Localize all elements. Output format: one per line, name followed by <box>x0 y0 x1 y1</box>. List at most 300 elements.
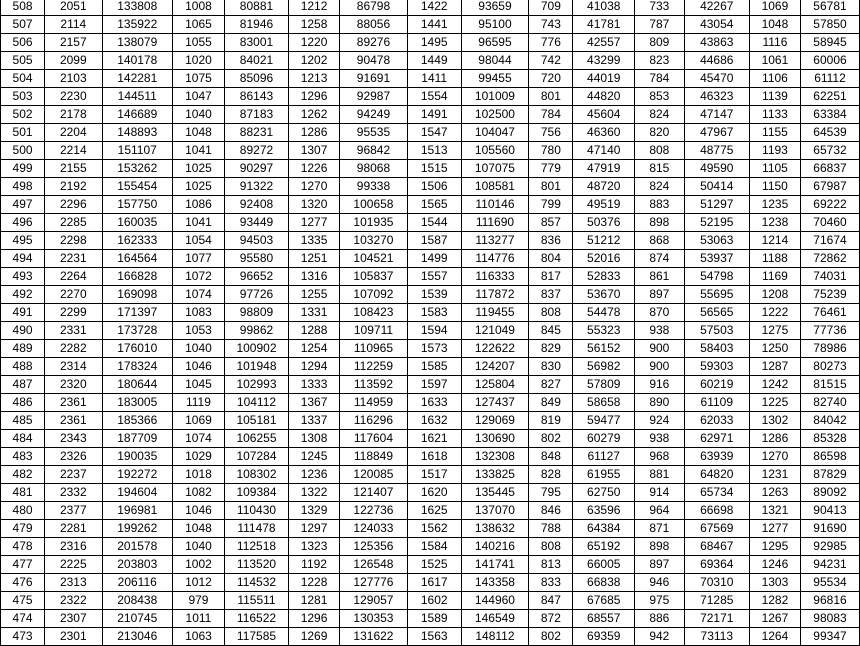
table-cell: 42557 <box>573 34 635 52</box>
table-cell: 473 <box>1 628 45 646</box>
table-cell: 1277 <box>749 520 800 538</box>
table-row <box>1 502 860 520</box>
table-cell: 99455 <box>461 70 529 88</box>
table-cell: 1045 <box>172 376 224 394</box>
table-cell: 483 <box>1 448 45 466</box>
table-cell: 71674 <box>800 232 859 250</box>
table-cell: 70460 <box>800 214 859 232</box>
table-cell: 57503 <box>684 322 749 340</box>
table-cell: 1294 <box>289 358 340 376</box>
table-cell: 101948 <box>224 358 288 376</box>
table-cell: 105181 <box>224 412 288 430</box>
table-cell: 117585 <box>224 628 288 646</box>
table-cell: 808 <box>529 304 573 322</box>
table-cell: 1046 <box>172 502 224 520</box>
table-cell: 900 <box>635 340 685 358</box>
table-cell: 849 <box>529 394 573 412</box>
table-cell: 881 <box>635 466 685 484</box>
table-cell: 88231 <box>224 124 288 142</box>
table-cell: 65732 <box>800 142 859 160</box>
table-cell: 484 <box>1 430 45 448</box>
table-cell: 138632 <box>461 520 529 538</box>
table-cell: 1047 <box>172 88 224 106</box>
table-cell: 92987 <box>340 88 408 106</box>
table-cell: 488 <box>1 358 45 376</box>
table-cell: 64539 <box>800 124 859 142</box>
table-cell: 1116 <box>749 34 800 52</box>
table-cell: 97726 <box>224 286 288 304</box>
table-cell: 493 <box>1 268 45 286</box>
table-row <box>1 610 860 628</box>
table-cell: 1083 <box>172 304 224 322</box>
table-cell: 44019 <box>573 70 635 88</box>
table-cell: 1041 <box>172 142 224 160</box>
table-cell: 146549 <box>461 610 529 628</box>
table-cell: 1333 <box>289 376 340 394</box>
table-cell: 1491 <box>407 106 461 124</box>
table-cell: 492 <box>1 286 45 304</box>
table-cell: 1584 <box>407 538 461 556</box>
table-cell: 809 <box>635 34 685 52</box>
table-cell: 66837 <box>800 160 859 178</box>
table-cell: 1246 <box>749 556 800 574</box>
table-cell: 1329 <box>289 502 340 520</box>
table-cell: 47147 <box>684 106 749 124</box>
table-row <box>1 0 860 16</box>
table-cell: 180644 <box>102 376 172 394</box>
table-cell: 1597 <box>407 376 461 394</box>
table-cell: 2299 <box>45 304 102 322</box>
table-cell: 116522 <box>224 610 288 628</box>
table-cell: 153262 <box>102 160 172 178</box>
table-cell: 1074 <box>172 286 224 304</box>
table-cell: 86143 <box>224 88 288 106</box>
table-cell: 151107 <box>102 142 172 160</box>
table-cell: 91691 <box>340 70 408 88</box>
table-cell: 116333 <box>461 268 529 286</box>
table-cell: 1621 <box>407 430 461 448</box>
table-cell: 1277 <box>289 214 340 232</box>
table-cell: 190035 <box>102 448 172 466</box>
table-cell: 64820 <box>684 466 749 484</box>
table-cell: 914 <box>635 484 685 502</box>
table-cell: 496 <box>1 214 45 232</box>
table-cell: 208438 <box>102 592 172 610</box>
table-cell: 142281 <box>102 70 172 88</box>
table-cell: 47967 <box>684 124 749 142</box>
table-body <box>1 0 860 646</box>
table-cell: 1287 <box>749 358 800 376</box>
table-cell: 916 <box>635 376 685 394</box>
table-cell: 2157 <box>45 34 102 52</box>
table-cell: 720 <box>529 70 573 88</box>
table-cell: 166828 <box>102 268 172 286</box>
table-cell: 52016 <box>573 250 635 268</box>
table-cell: 93659 <box>461 0 529 16</box>
table-cell: 57809 <box>573 376 635 394</box>
table-cell: 1048 <box>749 16 800 34</box>
table-cell: 92985 <box>800 538 859 556</box>
table-cell: 898 <box>635 214 685 232</box>
table-cell: 187709 <box>102 430 172 448</box>
table-cell: 1040 <box>172 106 224 124</box>
table-cell: 900 <box>635 358 685 376</box>
table-cell: 108581 <box>461 178 529 196</box>
table-cell: 1495 <box>407 34 461 52</box>
table-cell: 62750 <box>573 484 635 502</box>
table-cell: 68467 <box>684 538 749 556</box>
table-cell: 51212 <box>573 232 635 250</box>
table-cell: 192272 <box>102 466 172 484</box>
table-cell: 94231 <box>800 556 859 574</box>
table-cell: 95100 <box>461 16 529 34</box>
table-cell: 93449 <box>224 214 288 232</box>
table-cell: 2332 <box>45 484 102 502</box>
table-cell: 2178 <box>45 106 102 124</box>
table-cell: 502 <box>1 106 45 124</box>
table-cell: 56982 <box>573 358 635 376</box>
table-cell: 474 <box>1 610 45 628</box>
table-cell: 1231 <box>749 466 800 484</box>
table-cell: 1303 <box>749 574 800 592</box>
table-cell: 2051 <box>45 0 102 16</box>
table-cell: 1250 <box>749 340 800 358</box>
table-cell: 2343 <box>45 430 102 448</box>
table-cell: 140178 <box>102 52 172 70</box>
table-cell: 868 <box>635 232 685 250</box>
table-cell: 1119 <box>172 394 224 412</box>
table-cell: 508 <box>1 0 45 16</box>
table-cell: 1269 <box>289 628 340 646</box>
table-cell: 709 <box>529 0 573 16</box>
table-cell: 47919 <box>573 160 635 178</box>
table-cell: 2237 <box>45 466 102 484</box>
table-cell: 114959 <box>340 394 408 412</box>
table-cell: 819 <box>529 412 573 430</box>
table-cell: 830 <box>529 358 573 376</box>
table-cell: 63939 <box>684 448 749 466</box>
table-cell: 69364 <box>684 556 749 574</box>
table-cell: 1069 <box>749 0 800 16</box>
table-cell: 98068 <box>340 160 408 178</box>
table-cell: 1625 <box>407 502 461 520</box>
table-cell: 779 <box>529 160 573 178</box>
table-cell: 2231 <box>45 250 102 268</box>
table-cell: 1602 <box>407 592 461 610</box>
table-cell: 1562 <box>407 520 461 538</box>
table-cell: 43863 <box>684 34 749 52</box>
table-cell: 114776 <box>461 250 529 268</box>
table-cell: 100658 <box>340 196 408 214</box>
table-cell: 1222 <box>749 304 800 322</box>
table-cell: 2225 <box>45 556 102 574</box>
table-cell: 1236 <box>289 466 340 484</box>
table-cell: 60219 <box>684 376 749 394</box>
table-cell: 924 <box>635 412 685 430</box>
table-cell: 126548 <box>340 556 408 574</box>
table-row <box>1 592 860 610</box>
table-cell: 72862 <box>800 250 859 268</box>
table-cell: 101935 <box>340 214 408 232</box>
table-cell: 64384 <box>573 520 635 538</box>
table-cell: 1086 <box>172 196 224 214</box>
table-cell: 2301 <box>45 628 102 646</box>
table-cell: 2264 <box>45 268 102 286</box>
table-cell: 124033 <box>340 520 408 538</box>
table-cell: 105560 <box>461 142 529 160</box>
table-cell: 845 <box>529 322 573 340</box>
table-cell: 53063 <box>684 232 749 250</box>
table-cell: 138079 <box>102 34 172 52</box>
table-cell: 788 <box>529 520 573 538</box>
table-cell: 1620 <box>407 484 461 502</box>
table-cell: 130353 <box>340 610 408 628</box>
table-cell: 60279 <box>573 430 635 448</box>
table-cell: 71285 <box>684 592 749 610</box>
table-cell: 481 <box>1 484 45 502</box>
table-cell: 1307 <box>289 142 340 160</box>
table-cell: 117872 <box>461 286 529 304</box>
table-cell: 733 <box>635 0 685 16</box>
table-cell: 194604 <box>102 484 172 502</box>
table-cell: 84021 <box>224 52 288 70</box>
table-cell: 480 <box>1 502 45 520</box>
table-cell: 137070 <box>461 502 529 520</box>
table-cell: 2361 <box>45 394 102 412</box>
table-cell: 66005 <box>573 556 635 574</box>
table-cell: 196981 <box>102 502 172 520</box>
table-cell: 61127 <box>573 448 635 466</box>
table-cell: 62971 <box>684 430 749 448</box>
table-cell: 2326 <box>45 448 102 466</box>
table-cell: 135445 <box>461 484 529 502</box>
table-cell: 74031 <box>800 268 859 286</box>
table-cell: 77736 <box>800 322 859 340</box>
table-cell: 1264 <box>749 628 800 646</box>
table-cell: 45470 <box>684 70 749 88</box>
table-cell: 1065 <box>172 16 224 34</box>
table-cell: 1055 <box>172 34 224 52</box>
table-cell: 78986 <box>800 340 859 358</box>
table-cell: 1220 <box>289 34 340 52</box>
table-cell: 1499 <box>407 250 461 268</box>
table-cell: 1011 <box>172 610 224 628</box>
table-cell: 2192 <box>45 178 102 196</box>
table-cell: 489 <box>1 340 45 358</box>
table-cell: 2285 <box>45 214 102 232</box>
table-cell: 144960 <box>461 592 529 610</box>
table-cell: 63384 <box>800 106 859 124</box>
table-cell: 72171 <box>684 610 749 628</box>
table-cell: 1282 <box>749 592 800 610</box>
table-cell: 2322 <box>45 592 102 610</box>
table-cell: 85096 <box>224 70 288 88</box>
table-cell: 848 <box>529 448 573 466</box>
table-cell: 55323 <box>573 322 635 340</box>
table-row <box>1 286 860 304</box>
table-cell: 105837 <box>340 268 408 286</box>
table-cell: 1525 <box>407 556 461 574</box>
table-cell: 57850 <box>800 16 859 34</box>
table-cell: 1594 <box>407 322 461 340</box>
table-row <box>1 124 860 142</box>
table-cell: 85328 <box>800 430 859 448</box>
table-cell: 784 <box>529 106 573 124</box>
table-cell: 89092 <box>800 484 859 502</box>
table-cell: 837 <box>529 286 573 304</box>
table-cell: 1262 <box>289 106 340 124</box>
table-row <box>1 538 860 556</box>
table-cell: 829 <box>529 340 573 358</box>
table-cell: 478 <box>1 538 45 556</box>
table-cell: 1235 <box>749 196 800 214</box>
table-cell: 113520 <box>224 556 288 574</box>
table-cell: 787 <box>635 16 685 34</box>
table-cell: 114532 <box>224 574 288 592</box>
table-cell: 42267 <box>684 0 749 16</box>
table-cell: 804 <box>529 250 573 268</box>
table-cell: 108423 <box>340 304 408 322</box>
table-row <box>1 88 860 106</box>
table-cell: 94503 <box>224 232 288 250</box>
table-cell: 43054 <box>684 16 749 34</box>
table-cell: 1245 <box>289 448 340 466</box>
table-cell: 96816 <box>800 592 859 610</box>
table-cell: 111478 <box>224 520 288 538</box>
table-cell: 1302 <box>749 412 800 430</box>
table-cell: 1267 <box>749 610 800 628</box>
table-cell: 1323 <box>289 538 340 556</box>
table-cell: 1513 <box>407 142 461 160</box>
table-cell: 2281 <box>45 520 102 538</box>
table-row <box>1 466 860 484</box>
table-cell: 104521 <box>340 250 408 268</box>
table-cell: 50376 <box>573 214 635 232</box>
table-cell: 61109 <box>684 394 749 412</box>
table-row <box>1 160 860 178</box>
table-cell: 144511 <box>102 88 172 106</box>
table-cell: 58945 <box>800 34 859 52</box>
table-cell: 808 <box>635 142 685 160</box>
table-cell: 87829 <box>800 466 859 484</box>
table-cell: 119455 <box>461 304 529 322</box>
table-cell: 813 <box>529 556 573 574</box>
table-cell: 505 <box>1 52 45 70</box>
table-cell: 1155 <box>749 124 800 142</box>
table-cell: 499 <box>1 160 45 178</box>
table-cell: 1617 <box>407 574 461 592</box>
table-cell: 938 <box>635 322 685 340</box>
table-cell: 870 <box>635 304 685 322</box>
table-row <box>1 106 860 124</box>
table-cell: 95580 <box>224 250 288 268</box>
table-cell: 84042 <box>800 412 859 430</box>
table-cell: 1539 <box>407 286 461 304</box>
table-row <box>1 250 860 268</box>
table-cell: 2230 <box>45 88 102 106</box>
table-cell: 501 <box>1 124 45 142</box>
table-cell: 61112 <box>800 70 859 88</box>
table-cell: 828 <box>529 466 573 484</box>
table-cell: 507 <box>1 16 45 34</box>
table-cell: 808 <box>529 538 573 556</box>
table-cell: 98809 <box>224 304 288 322</box>
table-cell: 88056 <box>340 16 408 34</box>
table-cell: 89272 <box>224 142 288 160</box>
table-cell: 1296 <box>289 610 340 628</box>
table-cell: 1061 <box>749 52 800 70</box>
table-cell: 55695 <box>684 286 749 304</box>
table-cell: 122622 <box>461 340 529 358</box>
table-cell: 140216 <box>461 538 529 556</box>
table-cell: 1589 <box>407 610 461 628</box>
table-cell: 96652 <box>224 268 288 286</box>
table-row <box>1 574 860 592</box>
table-cell: 2204 <box>45 124 102 142</box>
table-cell: 1297 <box>289 520 340 538</box>
table-cell: 1506 <box>407 178 461 196</box>
table-cell: 1025 <box>172 178 224 196</box>
table-cell: 503 <box>1 88 45 106</box>
table-cell: 776 <box>529 34 573 52</box>
table-cell: 90297 <box>224 160 288 178</box>
table-cell: 91322 <box>224 178 288 196</box>
table-cell: 1226 <box>289 160 340 178</box>
table-cell: 872 <box>529 610 573 628</box>
table-cell: 58658 <box>573 394 635 412</box>
table-cell: 81515 <box>800 376 859 394</box>
table-cell: 833 <box>529 574 573 592</box>
table-cell: 1040 <box>172 538 224 556</box>
table-row <box>1 394 860 412</box>
table-cell: 95534 <box>800 574 859 592</box>
table-cell: 106255 <box>224 430 288 448</box>
table-cell: 96842 <box>340 142 408 160</box>
table-cell: 89276 <box>340 34 408 52</box>
table-cell: 898 <box>635 538 685 556</box>
table-cell: 67987 <box>800 178 859 196</box>
table-cell: 210745 <box>102 610 172 628</box>
table-cell: 1255 <box>289 286 340 304</box>
table-cell: 883 <box>635 196 685 214</box>
table-cell: 65734 <box>684 484 749 502</box>
table-cell: 110965 <box>340 340 408 358</box>
table-row <box>1 196 860 214</box>
table-cell: 110146 <box>461 196 529 214</box>
table-cell: 155454 <box>102 178 172 196</box>
table-cell: 183005 <box>102 394 172 412</box>
table-cell: 60006 <box>800 52 859 70</box>
table-cell: 890 <box>635 394 685 412</box>
table-cell: 2298 <box>45 232 102 250</box>
table-cell: 101009 <box>461 88 529 106</box>
table-cell: 1270 <box>749 448 800 466</box>
table-cell: 1202 <box>289 52 340 70</box>
table-cell: 58403 <box>684 340 749 358</box>
table-cell: 99338 <box>340 178 408 196</box>
table-cell: 479 <box>1 520 45 538</box>
table-cell: 1150 <box>749 178 800 196</box>
table-cell: 490 <box>1 322 45 340</box>
table-cell: 127776 <box>340 574 408 592</box>
table-cell: 1296 <box>289 88 340 106</box>
table-cell: 1214 <box>749 232 800 250</box>
table-cell: 99347 <box>800 628 859 646</box>
table-cell: 2099 <box>45 52 102 70</box>
table-cell: 45604 <box>573 106 635 124</box>
table-cell: 1320 <box>289 196 340 214</box>
table-cell: 494 <box>1 250 45 268</box>
